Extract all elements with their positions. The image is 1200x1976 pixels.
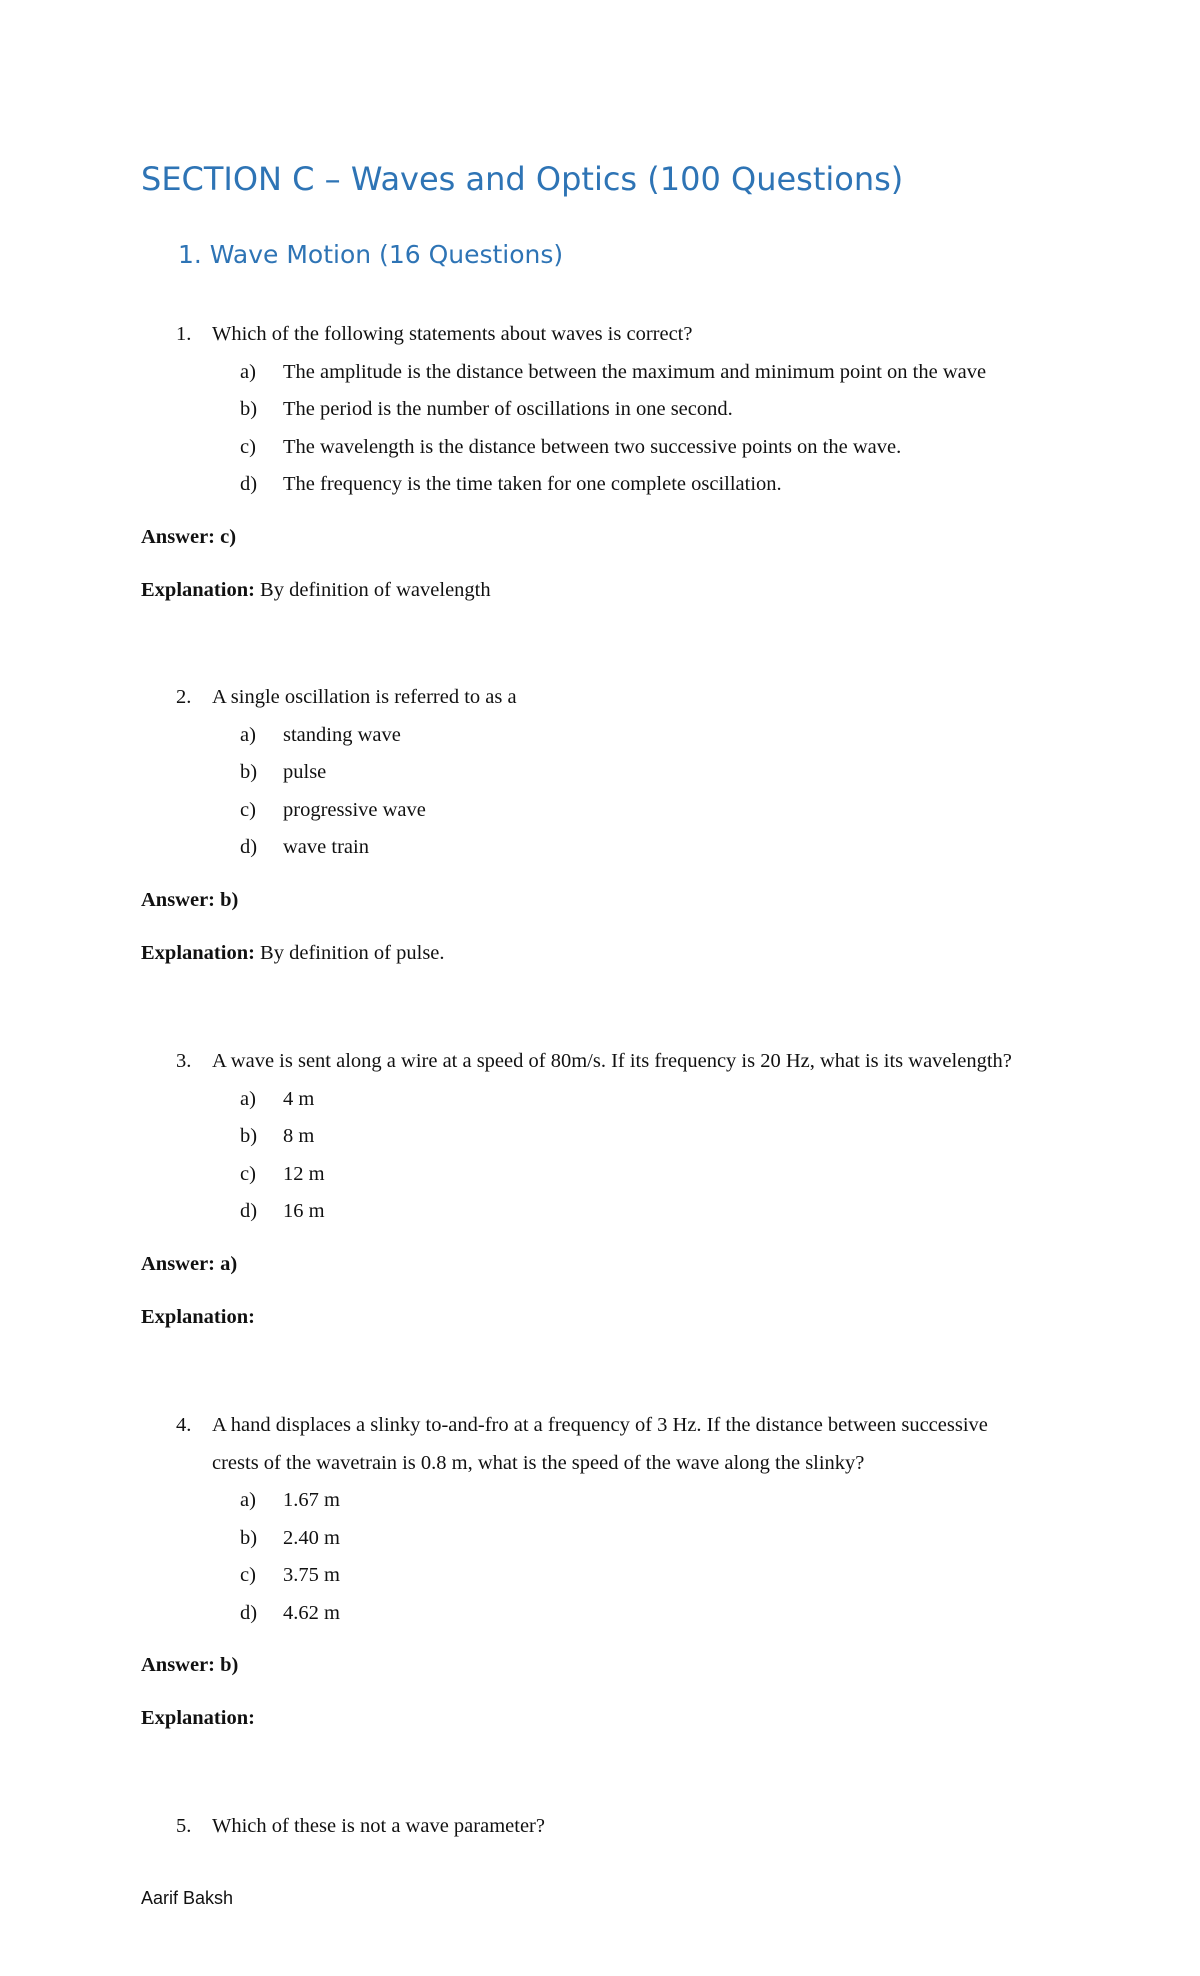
option-letter: b) <box>240 761 258 783</box>
question-text: Which of the following statements about waves is correct? <box>212 323 693 345</box>
question-number: 3. <box>176 1050 192 1072</box>
answer-label: Answer: b) <box>141 888 239 911</box>
option-letter: a) <box>240 1489 256 1511</box>
question-number: 2. <box>176 686 192 708</box>
explanation <box>141 941 445 965</box>
option-text: 2.40 m <box>283 1526 340 1549</box>
answer-label: Answer: b) <box>141 1654 239 1676</box>
option-letter: c) <box>240 435 256 458</box>
option-text: 16 m <box>283 1200 325 1222</box>
question-text: Which of these is not a wave parameter? <box>212 1815 545 1837</box>
explanation-text: By definition of wavelength <box>254 578 491 601</box>
option-letter: a) <box>240 360 256 383</box>
option-text: 3.75 m <box>283 1564 340 1586</box>
option-text: progressive wave <box>283 798 426 821</box>
option-text: pulse <box>283 761 327 783</box>
section-title: SECTION C – Waves and Optics (100 Questions) <box>141 160 904 198</box>
option-text: The period is the number of oscillations in one second. <box>283 398 733 420</box>
option-text: The wavelength is the distance between two successive points on the wave. <box>283 435 902 458</box>
option-text: The amplitude is the distance between the maximum and minimum point on the wave <box>283 360 987 383</box>
option-letter: a) <box>240 1087 256 1110</box>
question-text: A wave is sent along a wire at a speed of 80m/s. If its frequency is 20 Hz, what is its wavelength? <box>212 1050 1012 1072</box>
explanation <box>141 1706 255 1730</box>
option-text: wave train <box>283 836 369 858</box>
option-letter: d) <box>240 836 258 858</box>
option-letter: b) <box>240 1125 258 1147</box>
explanation <box>141 1305 255 1329</box>
option-letter: b) <box>240 1526 258 1549</box>
option-letter: d) <box>240 1601 258 1624</box>
option-text: 1.67 m <box>283 1489 340 1511</box>
footer-author: Aarif Baksh <box>141 1888 234 1908</box>
option-text: 4.62 m <box>283 1601 340 1624</box>
explanation-label: Explanation: <box>141 1707 255 1729</box>
explanation-text: By definition of pulse. <box>254 941 445 964</box>
question-number: 1. <box>176 323 192 345</box>
option-letter: d) <box>240 1200 258 1222</box>
explanation-label: Explanation: <box>141 578 255 601</box>
answer-label: Answer: c) <box>141 525 237 548</box>
question-text: A hand displaces a slinky to-and-fro at a frequency of 3 Hz. If the distance between successive <box>212 1414 988 1436</box>
option-letter: c) <box>240 1162 256 1185</box>
explanation-label: Explanation: <box>141 1305 255 1328</box>
option-letter: d) <box>240 473 258 495</box>
question-text: A single oscillation is referred to as a <box>212 686 517 708</box>
option-letter: c) <box>240 1564 256 1586</box>
question-number: 5. <box>176 1815 192 1837</box>
explanation-label: Explanation: <box>141 941 255 964</box>
subsection-title: 1. Wave Motion (16 Questions) <box>178 240 564 269</box>
question-text: crests of the wavetrain is 0.8 m, what is the speed of the wave along the slinky? <box>212 1451 865 1474</box>
explanation <box>141 578 491 602</box>
option-text: 8 m <box>283 1125 315 1147</box>
option-text: The frequency is the time taken for one complete oscillation. <box>283 473 782 495</box>
option-text: standing wave <box>283 723 401 746</box>
option-letter: b) <box>240 398 258 420</box>
option-text: 12 m <box>283 1162 325 1185</box>
option-letter: a) <box>240 723 256 746</box>
answer-label: Answer: a) <box>141 1252 238 1275</box>
option-text: 4 m <box>283 1087 315 1110</box>
question-number: 4. <box>176 1414 192 1436</box>
option-letter: c) <box>240 798 256 821</box>
